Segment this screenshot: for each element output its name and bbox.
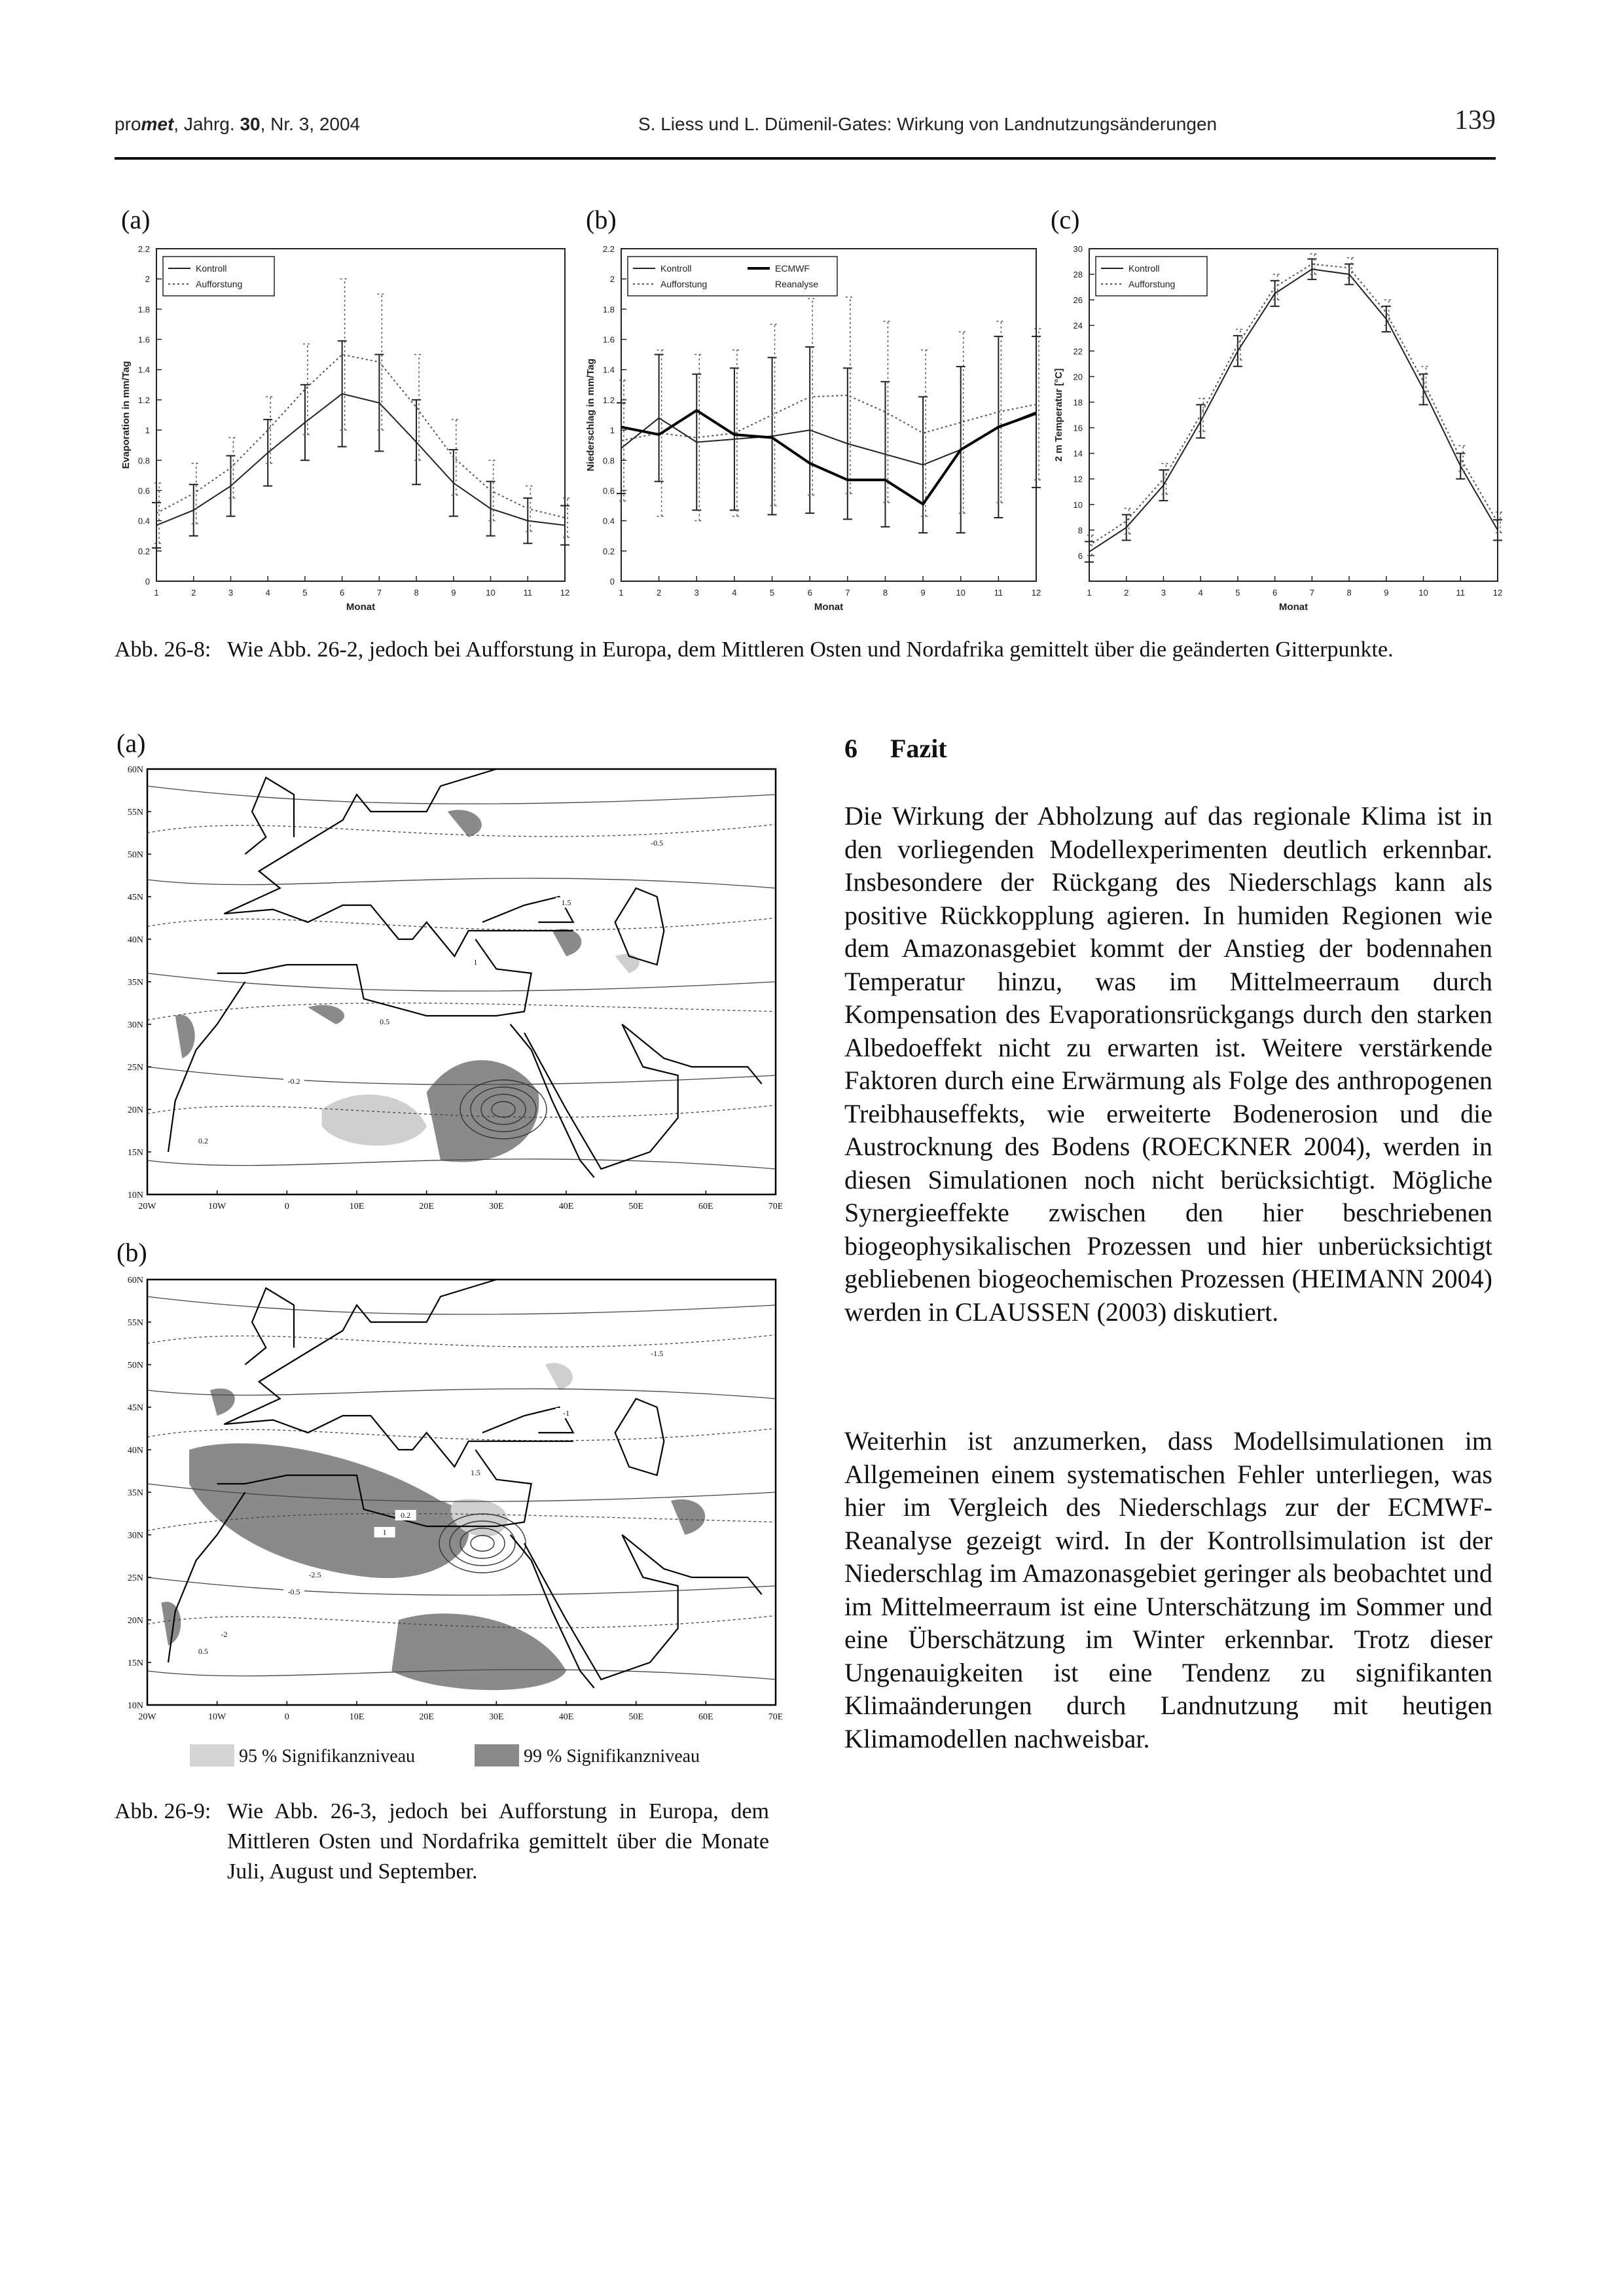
lon-label: 10E <box>349 1712 365 1722</box>
lat-label: 15N <box>127 1148 143 1158</box>
legend-box <box>1096 257 1207 296</box>
coastline <box>245 1288 294 1365</box>
shade-99 <box>552 929 582 956</box>
paragraph-1: Die Wirkung der Abholzung auf das regionale Klima ist in den vorliegenden Modellexperimenten deutlich erkennbar. Insbesondere der Rückgang des Niederschlags kann als positive Rückkopplung agieren. In humiden Regionen wie dem Amazonasgebiet kommt der Anstieg der bodennahen Temperatur hinzu, was im Mittelmeerraum durch Kompensation des Evaporationsrückgangs durch den starken Albedoeffekt nicht zu erwarten ist. Weitere verstärkende Faktoren durch eine Erwärmung als Folge des anthropogenen Treibhauseffekts, wie erweiterte Bodenerosion und die Austrocknung des Bodens (ROECKNER 2004), werden in diesen Simulationen noch nicht berücksichtigt. Mögliche Synergieeffekte zwischen den hier beschriebenen biogeophysikalischen Prozessen und hier unberücksichtigt gebliebenen biogeochemischen Prozessen (HEIMANN 2004) werden in CLAUSSEN (2003) diskutiert. <box>844 801 1492 1327</box>
y-tick-label: 1.4 <box>137 365 150 375</box>
legend-swatch-95 <box>190 1744 234 1767</box>
running-header <box>115 105 1496 157</box>
y-tick-label: 1.6 <box>137 334 150 345</box>
y-tick-label: 16 <box>1073 423 1083 433</box>
x-tick-label: 9 <box>920 588 926 598</box>
legend-swatch-99 <box>475 1744 519 1767</box>
y-tick-label: 1.2 <box>137 395 150 405</box>
lat-label: 60N <box>127 765 143 775</box>
lat-label: 20N <box>127 1105 143 1115</box>
x-tick-label: 1 <box>154 588 159 598</box>
contour-label: 0.2 <box>401 1511 411 1520</box>
panel-label-c: (c) <box>1051 205 1080 234</box>
lat-label: 25N <box>127 1573 143 1583</box>
x-tick-label: 12 <box>1492 588 1503 598</box>
x-tick-label: 1 <box>619 588 624 598</box>
header-rule <box>115 157 1496 160</box>
x-axis-label: Monat <box>814 601 844 613</box>
y-tick-label: 0.4 <box>602 516 615 526</box>
legend-box <box>628 257 837 296</box>
contour-ring <box>471 1535 494 1551</box>
legend-entry: Aufforstung <box>196 279 243 289</box>
map-panel-a <box>115 762 782 1221</box>
caption-text: Wie Abb. 26-2, jedoch bei Aufforstung in Europa, dem Mittleren Osten und Nordafrika gemittelt über die geänderten Gitterpunkte. <box>227 637 1394 662</box>
y-tick-label: 1.2 <box>602 395 615 405</box>
contour-line <box>147 918 776 931</box>
shade-99 <box>175 1014 195 1058</box>
map-content <box>147 769 776 1177</box>
lat-label: 50N <box>127 850 143 860</box>
contour-line <box>147 878 776 888</box>
x-tick-label: 3 <box>1161 588 1166 598</box>
x-tick-label: 9 <box>1384 588 1389 598</box>
y-tick-label: 0 <box>609 577 615 586</box>
caption-label: Abb. 26-9: <box>115 1799 211 1823</box>
chart-evaporation <box>115 236 573 622</box>
contour-line <box>147 1429 776 1441</box>
lat-label: 15N <box>127 1659 143 1668</box>
series-line <box>156 355 565 518</box>
x-tick-label: 6 <box>340 588 345 598</box>
lon-label: 60E <box>698 1712 713 1722</box>
lat-label: 40N <box>127 935 143 945</box>
x-tick-label: 4 <box>732 588 737 598</box>
contour-line <box>147 1335 776 1348</box>
x-tick-label: 10 <box>1418 588 1428 598</box>
plot-frame <box>621 249 1036 581</box>
lat-label: 35N <box>127 1488 143 1498</box>
x-tick-label: 8 <box>414 588 419 598</box>
series-line <box>1089 264 1498 545</box>
x-tick-label: 3 <box>694 588 699 598</box>
y-tick-label: 0.6 <box>137 486 150 496</box>
lon-label: 40E <box>558 1202 574 1211</box>
contour-label: -0.2 <box>287 1077 300 1086</box>
y-tick-label: 1.8 <box>602 304 615 315</box>
x-tick-label: 12 <box>1031 588 1041 598</box>
contour-label: 0.5 <box>198 1647 208 1656</box>
lon-label: 30E <box>489 1712 504 1722</box>
shade-99 <box>427 1060 539 1162</box>
y-tick-label: 2.2 <box>137 244 150 254</box>
contour-line <box>147 786 776 804</box>
coastline <box>224 769 496 914</box>
coastline <box>224 905 573 956</box>
lat-label: 60N <box>127 1276 143 1285</box>
contour-label: -2.5 <box>308 1570 321 1579</box>
lon-label: 10W <box>208 1712 226 1722</box>
y-axis-label: 2 m Temperatur [°C] <box>1053 368 1064 462</box>
lat-label: 35N <box>127 978 143 988</box>
lon-label: 20W <box>138 1712 156 1722</box>
coastline <box>622 1535 761 1594</box>
page-number: 139 <box>1454 105 1496 135</box>
x-tick-label: 8 <box>1346 588 1352 598</box>
figure-caption-26-8 <box>115 635 1496 700</box>
x-tick-label: 7 <box>1309 588 1314 598</box>
lon-label: 50E <box>628 1202 643 1211</box>
figure-caption-26-9 <box>115 1797 769 1888</box>
y-tick-label: 30 <box>1073 244 1083 254</box>
y-tick-label: 24 <box>1073 321 1083 331</box>
x-tick-label: 1 <box>1087 588 1092 598</box>
legend-label-95: 95 % Signifikanzniveau <box>239 1746 416 1767</box>
y-tick-label: 2 <box>609 274 615 285</box>
x-tick-label: 12 <box>560 588 570 598</box>
shade-99 <box>308 1005 344 1024</box>
contour-line <box>147 1389 776 1399</box>
contour-label: -2 <box>221 1630 228 1639</box>
x-tick-label: 5 <box>769 588 775 598</box>
legend-entry: Reanalyse <box>775 279 819 289</box>
contour-label: 1.5 <box>470 1468 480 1477</box>
legend-entry: Kontroll <box>1128 263 1160 274</box>
paragraph-2: Weiterhin ist anzumerken, dass Modellsimulationen im Allgemeinen einem systematischen Fehler unterliegen, was hier im Vergleich des Niederschlags zur der ECMWF-Reanalyse gezeigt wird. In der Kontrollsimulation ist der Niederschlag im Amazonasgebiet geringer als beobachtet und im Mittelmeerraum ist eine Unterschätzung im Sommer und eine Überschätzung im Winter erkennbar. Trotz dieser Ungenauigkeiten ist eine Tendenz zu signifikanten Klimaänderungen durch Landnutzung mit heutigen Klimamodellen nachweisbar. <box>844 1426 1492 1753</box>
y-tick-label: 0.4 <box>137 516 150 526</box>
contour-label: 1 <box>382 1528 387 1537</box>
contour-label: -0.5 <box>651 838 664 848</box>
x-tick-label: 5 <box>302 588 308 598</box>
y-tick-label: 0.8 <box>602 456 615 466</box>
x-tick-label: 6 <box>807 588 812 598</box>
lat-label: 30N <box>127 1020 143 1030</box>
lon-label: 0 <box>284 1712 289 1722</box>
lat-label: 40N <box>127 1446 143 1456</box>
y-tick-label: 10 <box>1073 499 1083 510</box>
legend-label-99: 99 % Signifikanzniveau <box>524 1746 700 1767</box>
chart-legend <box>628 257 837 296</box>
coastline <box>168 982 245 1152</box>
coastline <box>615 1399 664 1475</box>
shade-95 <box>545 1363 573 1390</box>
shade-99 <box>671 1499 705 1535</box>
map-label-a: (a) <box>117 728 146 758</box>
shade-99 <box>189 1443 469 1578</box>
journal-info: promet, Jahrg. 30, Nr. 3, 2004 <box>115 114 361 134</box>
lon-label: 70E <box>768 1202 782 1211</box>
lon-label: 20E <box>419 1712 434 1722</box>
series-line <box>621 410 1036 504</box>
x-tick-label: 2 <box>657 588 662 598</box>
y-tick-label: 2 <box>145 274 150 285</box>
section-heading <box>844 733 947 764</box>
contour-label: 1 <box>473 958 478 967</box>
x-tick-label: 2 <box>191 588 196 598</box>
contour-line <box>147 1297 776 1314</box>
legend-entry: Aufforstung <box>1128 279 1176 289</box>
x-tick-label: 11 <box>1456 588 1466 598</box>
x-axis-label: Monat <box>1278 601 1308 613</box>
lon-label: 60E <box>698 1202 713 1211</box>
lat-label: 10N <box>127 1191 143 1200</box>
coastline <box>524 1024 678 1169</box>
legend-entry: Kontroll <box>196 263 227 274</box>
lat-label: 10N <box>127 1701 143 1711</box>
contour-label: -0.5 <box>287 1587 300 1596</box>
x-tick-label: 4 <box>265 588 270 598</box>
coastline <box>622 1024 761 1084</box>
contour-label: 0.2 <box>198 1136 208 1145</box>
lon-label: 40E <box>558 1712 574 1722</box>
legend-box <box>163 257 274 296</box>
x-tick-label: 10 <box>956 588 965 598</box>
y-tick-label: 28 <box>1073 270 1083 280</box>
section-title: Fazit <box>890 734 947 763</box>
legend-entry: Aufforstung <box>660 279 708 289</box>
shade-95 <box>322 1094 427 1145</box>
x-tick-label: 8 <box>882 588 888 598</box>
x-tick-label: 11 <box>523 588 533 598</box>
contour-line <box>147 1577 776 1595</box>
coastline <box>615 888 664 965</box>
lon-label: 10E <box>349 1202 365 1211</box>
y-tick-label: 20 <box>1073 372 1083 382</box>
y-tick-label: 22 <box>1073 346 1083 357</box>
y-tick-label: 1 <box>609 425 615 436</box>
y-axis-label: Evaporation in mm/Tag <box>120 361 132 469</box>
shade-95 <box>615 954 640 973</box>
lon-label: 50E <box>628 1712 643 1722</box>
series-line <box>1089 269 1498 552</box>
y-tick-label: 8 <box>1077 525 1083 535</box>
chart-legend <box>1096 257 1207 296</box>
panel-label-b: (b) <box>586 205 617 234</box>
series-line <box>156 394 565 526</box>
lon-label: 10W <box>208 1202 226 1211</box>
plot-frame <box>156 249 565 581</box>
lon-label: 30E <box>489 1202 504 1211</box>
lon-label: 20E <box>419 1202 434 1211</box>
shade-99 <box>210 1388 235 1416</box>
contour-label: -1.5 <box>651 1349 664 1358</box>
x-tick-label: 5 <box>1235 588 1240 598</box>
y-tick-label: 2.2 <box>602 244 615 254</box>
lat-label: 25N <box>127 1063 143 1073</box>
y-tick-label: 18 <box>1073 397 1083 408</box>
lon-label: 0 <box>284 1202 289 1211</box>
caption-text: Wie Abb. 26-3, jedoch bei Aufforstung in Europa, dem Mittleren Osten und Nordafrika gemittelt über die Monate Juli, August und September. <box>227 1799 769 1884</box>
chart-precipitation <box>579 236 1044 622</box>
shade-99 <box>448 810 482 837</box>
lat-label: 50N <box>127 1361 143 1371</box>
y-tick-label: 14 <box>1073 448 1083 459</box>
x-tick-label: 9 <box>451 588 456 598</box>
lat-label: 55N <box>127 808 143 817</box>
x-tick-label: 6 <box>1272 588 1278 598</box>
y-tick-label: 12 <box>1073 474 1083 484</box>
coastline <box>245 778 294 854</box>
y-tick-label: 6 <box>1077 550 1083 561</box>
error-bar <box>1493 520 1502 540</box>
x-axis-label: Monat <box>346 601 376 613</box>
contour-label: 1.5 <box>561 898 571 907</box>
contour-label: 0.5 <box>380 1017 390 1026</box>
contour-label: -1 <box>563 1408 569 1418</box>
x-tick-label: 2 <box>1124 588 1129 598</box>
x-tick-label: 7 <box>376 588 382 598</box>
x-tick-label: 10 <box>486 588 496 598</box>
y-tick-label: 0.8 <box>137 456 150 466</box>
lat-label: 20N <box>127 1616 143 1626</box>
lat-label: 30N <box>127 1531 143 1541</box>
coastline <box>217 939 532 1016</box>
map-label-b: (b) <box>117 1238 147 1267</box>
y-tick-label: 26 <box>1073 295 1083 306</box>
x-tick-label: 4 <box>1198 588 1203 598</box>
lon-label: 20W <box>138 1202 156 1211</box>
legend-entry: ECMWF <box>775 263 810 274</box>
article-authors-title: S. Liess und L. Dümenil-Gates: Wirkung von Landnutzungsänderungen <box>638 114 1218 134</box>
y-tick-label: 0.6 <box>602 486 615 496</box>
y-tick-label: 0.2 <box>602 546 615 556</box>
caption-label: Abb. 26-8: <box>115 637 211 662</box>
lat-label: 45N <box>127 893 143 903</box>
legend-entry: Kontroll <box>660 263 692 274</box>
shade-99 <box>391 1613 566 1690</box>
x-tick-label: 11 <box>994 588 1003 598</box>
lat-label: 55N <box>127 1318 143 1328</box>
map-panel-b <box>115 1273 782 1731</box>
error-bar <box>617 403 626 494</box>
y-tick-label: 1.8 <box>137 304 150 315</box>
coastline <box>224 1280 496 1424</box>
y-tick-label: 1.6 <box>602 334 615 345</box>
chart-temperature <box>1047 236 1506 622</box>
panel-label-a: (a) <box>121 205 151 234</box>
chart-legend <box>163 257 274 296</box>
y-tick-label: 1.4 <box>602 365 615 375</box>
lon-label: 70E <box>768 1712 782 1722</box>
y-tick-label: 0.2 <box>137 546 150 556</box>
lat-label: 45N <box>127 1403 143 1413</box>
x-tick-label: 3 <box>228 588 234 598</box>
y-tick-label: 0 <box>145 577 150 586</box>
y-tick-label: 1 <box>145 425 150 436</box>
section-number: 6 <box>844 734 857 763</box>
x-tick-label: 7 <box>845 588 850 598</box>
map-content <box>147 1280 776 1690</box>
y-axis-label: Niederschlag in mm/Tag <box>585 358 596 472</box>
contour-line <box>147 1003 776 1020</box>
